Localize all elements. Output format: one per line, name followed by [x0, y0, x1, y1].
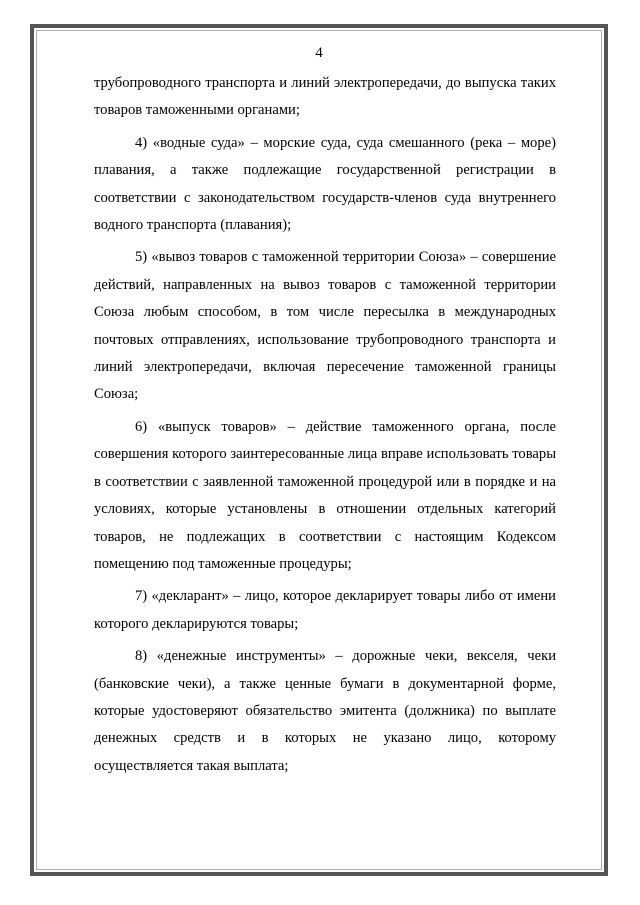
paragraph-item-4-water-vessels: 4) «водные суда» – морские суда, суда смешанного (река – море) плавания, а также подлежащие государственной регистрации в соответствии с законодательством государств-членов суда внутреннего водного транспорта (плавания); [94, 134, 556, 234]
paragraph-item-6-release-of-goods: 6) «выпуск товаров» – действие таможенного органа, после совершения которого заинтересованные лица вправе использовать товары в соответствии с заявленной таможенной процедурой или в порядке и на условиях, которые установлены в отношении отдельных категорий товаров, не подлежащих в соответствии с настоящим Кодексом помещению под таможенные процедуры; [94, 418, 556, 572]
paragraph-item-7-declarant: 7) «декларант» – лицо, которое декларирует товары либо от имени которого декларируются товары; [94, 588, 556, 632]
paragraph-item-5-export-of-goods: 5) «вывоз товаров с таможенной территории Союза» – совершение действий, направленных на вывоз товаров с таможенной территории Союза любым способом, в том числе пересылка в международных почтовых отправлениях, использование трубопроводного транспорта и линий электропередачи, включая пересечение таможенной границы Союза; [94, 249, 556, 403]
document-text [94, 70, 556, 785]
document-page [30, 24, 608, 876]
page-number: 4 [315, 45, 323, 61]
paragraph-item-8-monetary-instruments: 8) «денежные инструменты» – дорожные чеки, векселя, чеки (банковские чеки), а также ценные бумаги в документарной форме, которые удостоверяют обязательство эмитента (должника) по выплате денежных средств и в которых не указано лицо, которому осуществляется такая выплата; [94, 648, 556, 774]
paragraph-continuation: трубопроводного транспорта и линий электропередачи, до выпуска таких товаров таможенными органами; [94, 75, 556, 119]
